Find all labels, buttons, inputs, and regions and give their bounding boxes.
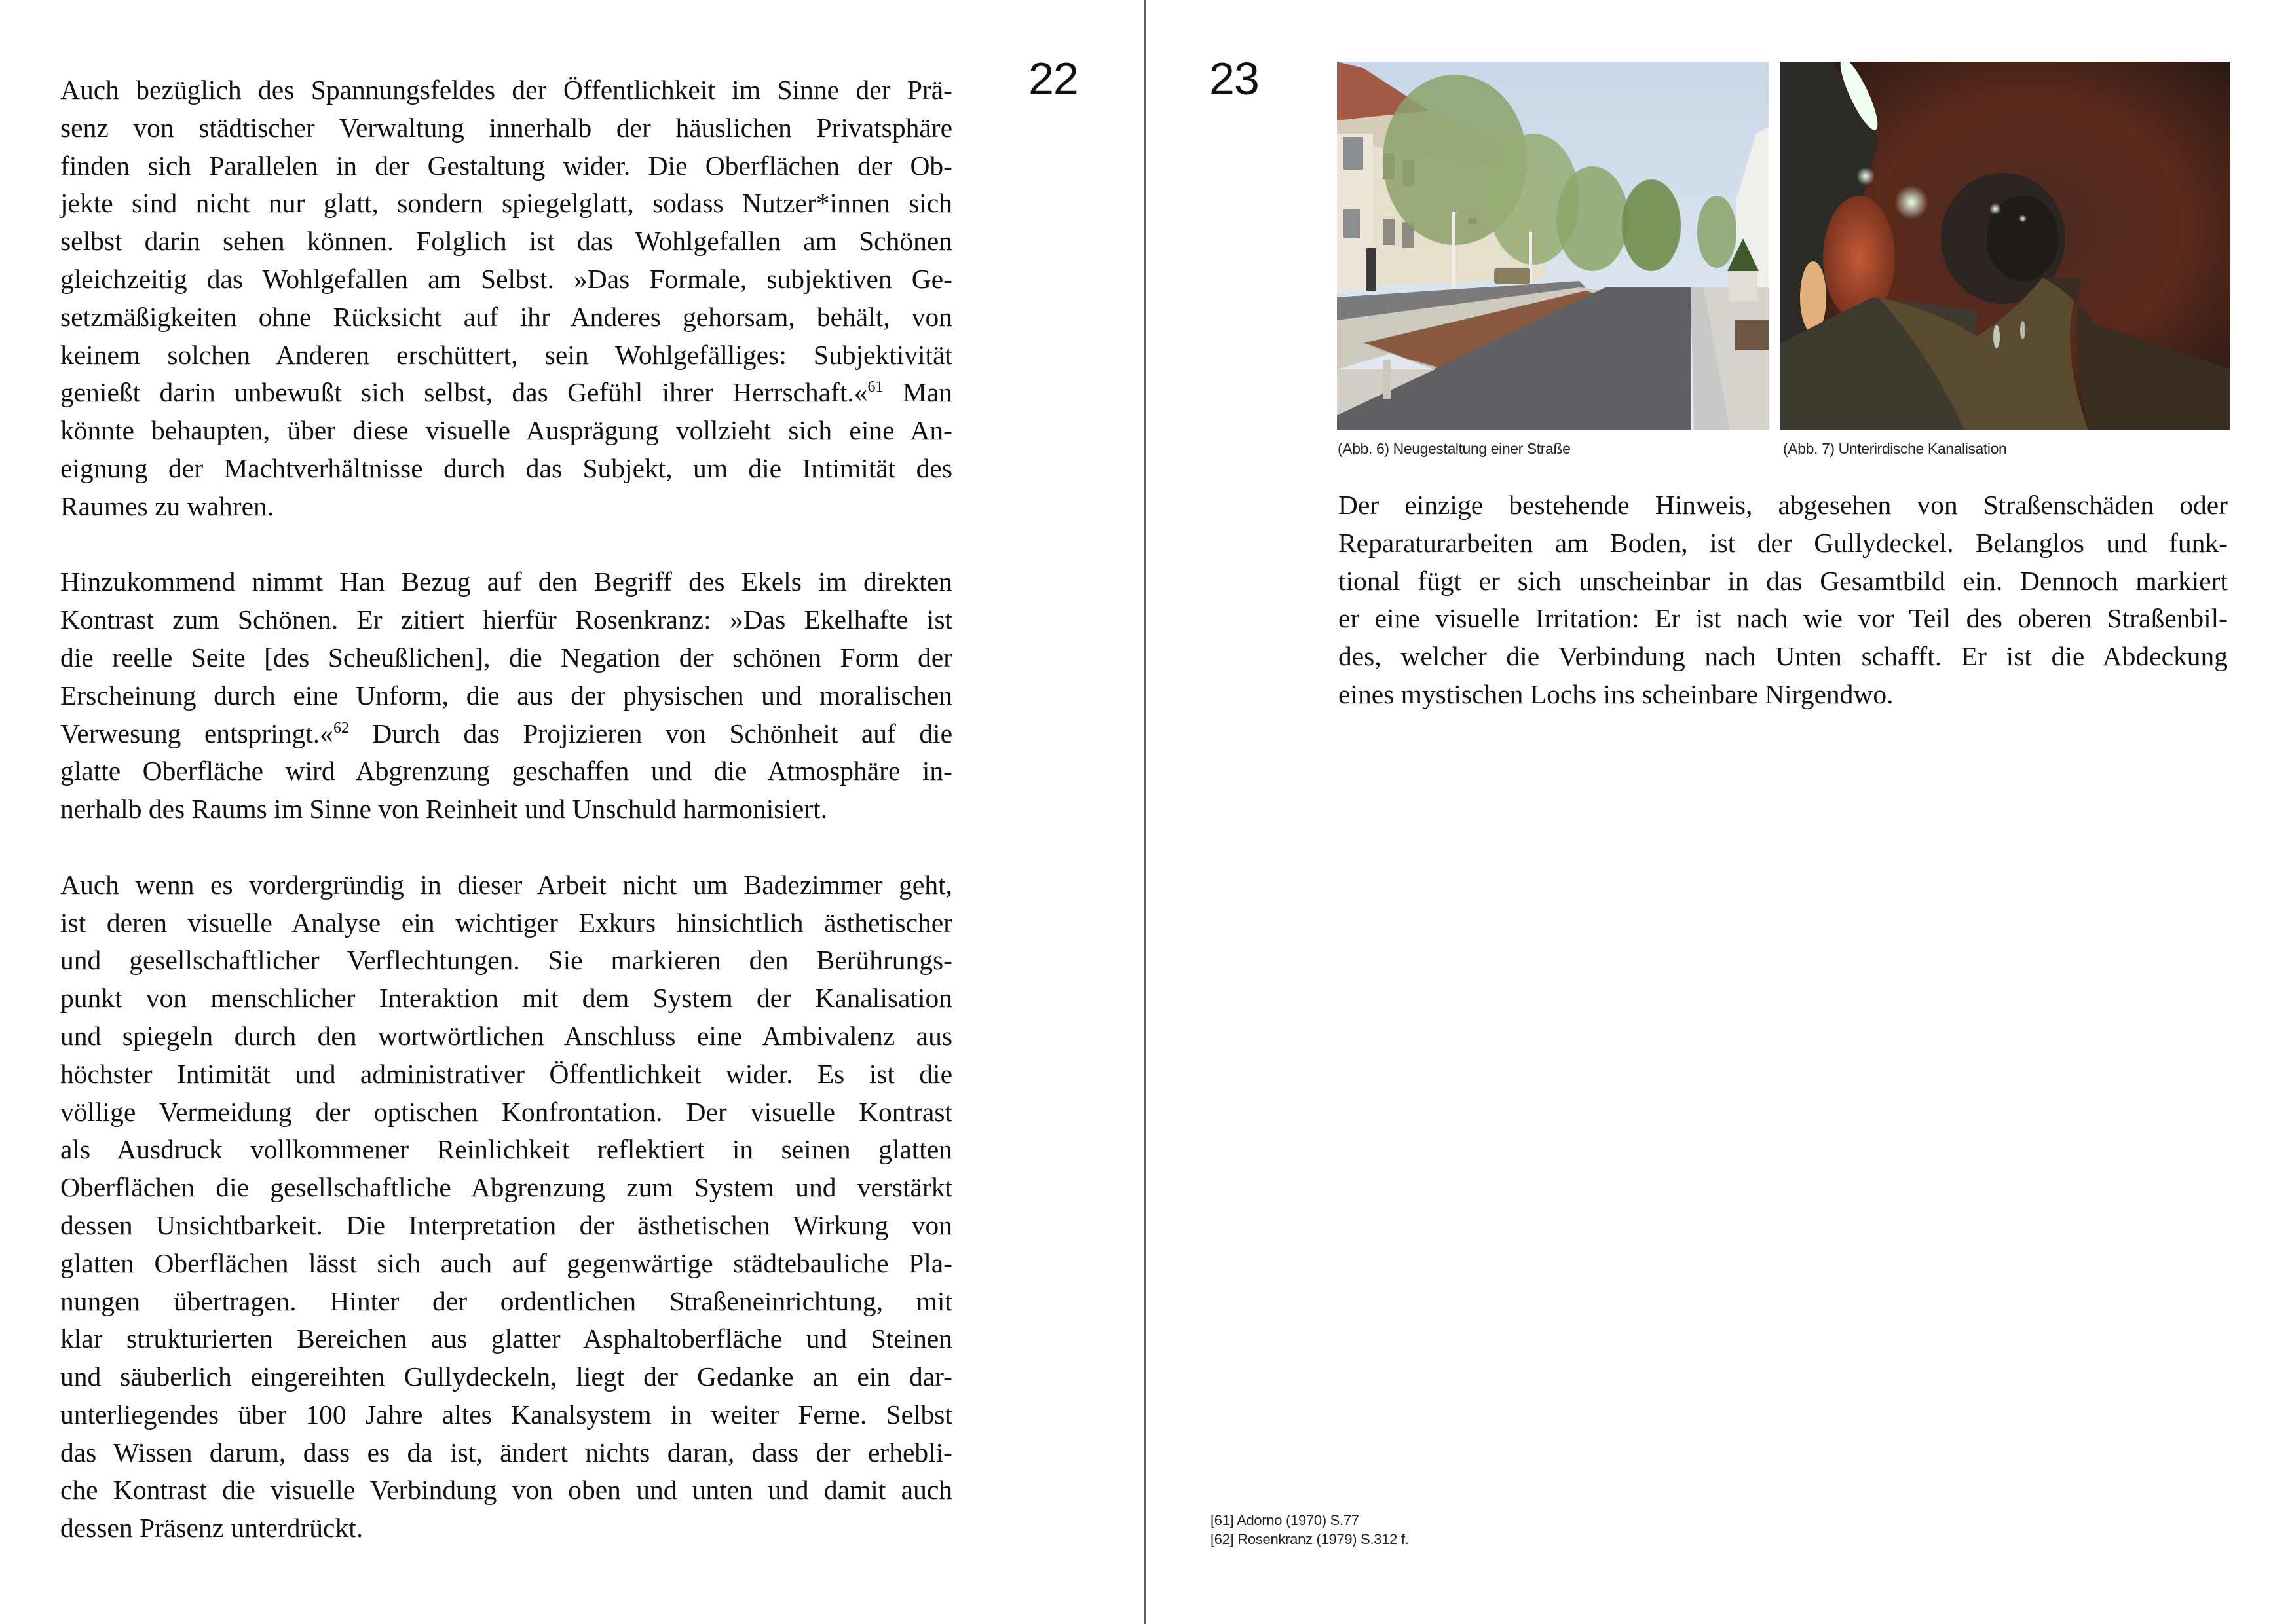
text-line: dessen Präsenz unterdrückt. [60, 1513, 364, 1543]
text-line: völlige Vermeidung der optischen Konfrontation. Der visuelle Kontrast [60, 1096, 952, 1127]
text-line: klar strukturierten Bereichen aus glatter Asphaltoberfläche und Steinen [60, 1323, 952, 1354]
text-line: Reparaturarbeiten am Boden, ist der Gullydeckel. Belanglos und funk- [1338, 527, 2228, 558]
figure-sewer-photo [1780, 62, 2230, 430]
text-line: tional fügt er sich unscheinbar in das Gesamtbild ein. Dennoch markiert [1338, 565, 2228, 596]
spine-divider [1144, 0, 1146, 1624]
text-line: Erscheinung durch eine Unform, die aus der physischen und moralischen [60, 680, 952, 710]
text-line: genießt darin unbewußt sich selbst, das Gefühl ihrer Herrschaft.«$^{61}$ Man [60, 377, 952, 408]
text-line: che Kontrast die visuelle Verbindung von oben und unten und damit auch [60, 1475, 952, 1505]
text-line: punkt von menschlicher Interaktion mit dem System der Kanalisation [60, 983, 952, 1014]
text-line: Raumes zu wahren. [60, 490, 274, 521]
text-line: keinem solchen Anderen erschüttert, sein Wohlgefälliges: Subjektivität [60, 339, 952, 370]
text-line: setzmäßigkeiten ohne Rücksicht auf ihr Anderes gehorsam, behält, von [60, 301, 952, 332]
left-paragraph [60, 866, 952, 1547]
text-line: Hinzukommend nimmt Han Bezug auf den Begriff des Ekels im direkten [60, 566, 952, 597]
text-line: und spiegeln durch den wortwörtlichen Anschluss eine Ambivalenz aus [60, 1020, 952, 1051]
text-line: Auch bezüglich des Spannungsfeldes der Öffentlichkeit im Sinne der Prä- [60, 75, 952, 105]
footnote-62: [62] Rosenkranz (1979) S.312 f. [1211, 1531, 1409, 1547]
text-line: Auch wenn es vordergründig in dieser Arbeit nicht um Badezimmer geht, [60, 869, 952, 900]
page-number-right: 23 [1209, 53, 1259, 104]
text-line: Verwesung entspringt.«$^{62}$ Durch das Projizieren von Schönheit auf die [60, 718, 952, 748]
text-line: unterliegendes über 100 Jahre altes Kanalsystem in weiter Ferne. Selbst [60, 1399, 952, 1430]
text-line: er eine visuelle Irritation: Er ist nach wie vor Teil des oberen Straßenbil- [1338, 603, 2228, 634]
text-line: die reelle Seite [des Scheußlichen], die Negation der schönen Form der [60, 642, 952, 673]
text-line: könnte behaupten, über diese visuelle Ausprägung vollzieht sich eine An- [60, 415, 952, 446]
text-line: das Wissen darum, dass es da ist, ändert nichts daran, dass der erhebli- [60, 1437, 952, 1467]
street-photo-image [1337, 62, 1769, 430]
left-page-body-text [60, 71, 952, 1585]
text-line: höchster Intimität und administrativer Öffentlichkeit wider. Es ist die [60, 1058, 952, 1089]
left-paragraph [60, 563, 952, 828]
text-line: dessen Unsichtbarkeit. Die Interpretation der ästhetischen Wirkung von [60, 1209, 952, 1240]
text-line: und säuberlich eingereihten Gullydeckeln, liegt der Gedanke an ein dar- [60, 1361, 952, 1392]
text-line: gleichzeitig das Wohlgefallen am Selbst. »Das Formale, subjektiven Ge- [60, 263, 952, 294]
text-line: als Ausdruck vollkommener Reinlichkeit reflektiert in seinen glatten [60, 1134, 952, 1165]
text-line: Oberflächen die gesellschaftliche Abgrenzung zum System und verstärkt [60, 1172, 952, 1203]
text-line: glatte Oberfläche wird Abgrenzung geschaffen und die Atmosphäre in- [60, 756, 952, 786]
text-line: eignung der Machtverhältnisse durch das Subjekt, um die Intimität des [60, 452, 952, 483]
text-line: nungen übertragen. Hinter der ordentlichen Straßeneinrichtung, mit [60, 1285, 952, 1316]
figure-street-photo [1337, 62, 1769, 430]
text-line: nerhalb des Raums im Sinne von Reinheit und Unschuld harmonisiert. [60, 794, 828, 824]
text-line: jekte sind nicht nur glatt, sondern spiegelglatt, sodass Nutzer*innen sich [60, 188, 952, 219]
text-line: eines mystischen Lochs ins scheinbare Nirgendwo. [1338, 678, 1894, 709]
text-line: Kontrast zum Schönen. Er zitiert hierfür Rosenkranz: »Das Ekelhafte ist [60, 604, 952, 635]
figure-caption-abb-6: (Abb. 6) Neugestaltung einer Straße [1338, 440, 1571, 457]
left-paragraph [60, 71, 952, 526]
text-line: Der einzige bestehende Hinweis, abgesehen von Straßenschäden oder [1338, 490, 2228, 520]
text-line: senz von städtischer Verwaltung innerhalb der häuslichen Privatsphäre [60, 112, 952, 143]
text-line: finden sich Parallelen in der Gestaltung wider. Die Oberflächen der Ob- [60, 150, 952, 181]
text-line: glatten Oberflächen lässt sich auch auf gegenwärtige städtebauliche Pla- [60, 1247, 952, 1278]
page-number-left: 22 [1028, 53, 1078, 104]
right-page-body-text [1338, 487, 2228, 752]
footnote-61: [61] Adorno (1970) S.77 [1211, 1512, 1359, 1528]
text-line: und gesellschaftlicher Verflechtungen. Sie markieren den Berührungs- [60, 945, 952, 976]
text-line: selbst darin sehen können. Folglich ist das Wohlgefallen am Schönen [60, 226, 952, 257]
footnote-reference: 61 [867, 378, 884, 396]
figure-caption-abb-7: (Abb. 7) Unterirdische Kanalisation [1783, 440, 2007, 457]
footnote-reference: 62 [333, 719, 349, 737]
right-paragraph [1338, 487, 2228, 714]
footnotes [1211, 1511, 1409, 1549]
sewer-photo-image [1780, 62, 2230, 430]
text-line: des, welcher die Verbindung nach Unten schafft. Er ist die Abdeckung [1338, 641, 2228, 672]
text-line: ist deren visuelle Analyse ein wichtiger Exkurs hinsichtlich ästhetischer [60, 907, 952, 938]
